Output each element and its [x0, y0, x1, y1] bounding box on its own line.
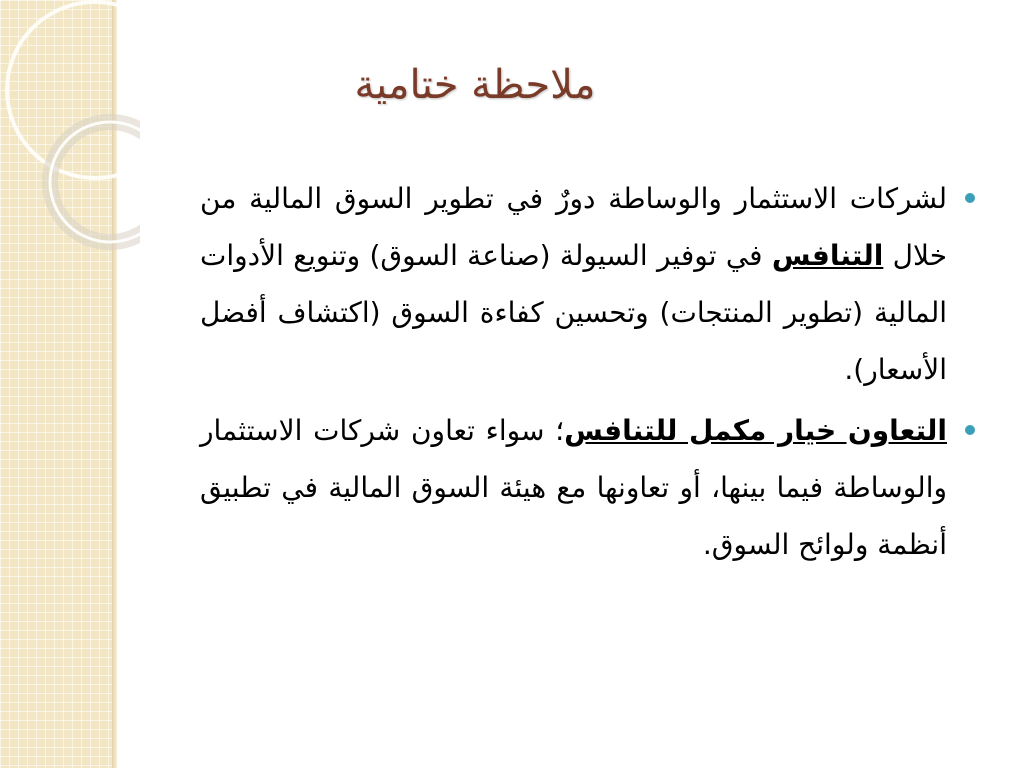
bullet-1-emphasis: التنافس [771, 239, 884, 272]
decorative-circles [0, 0, 140, 260]
decorative-circle-shadow [50, 122, 140, 242]
bullet-list [200, 170, 975, 577]
bullet-dot-icon [965, 193, 975, 203]
bullet-2-text: ؛ سواء تعاون شركات الاستثمار والوساطة فيما بينها، أو تعاونها مع هيئة السوق المالية في تطبيق أنظمة ولوائح السوق. [200, 414, 947, 561]
bullet-2-emphasis: التعاون خيار مكمل للتنافس [564, 414, 947, 447]
bullet-dot-icon [965, 425, 975, 435]
decorative-circle-large [7, 2, 140, 178]
bullet-item-1 [200, 170, 975, 398]
bullet-1-text-start: لشركات الاستثمار والوساطة دورٌ في تطوير السوق المالية من خلال [200, 182, 947, 272]
bullet-1-text-end: في توفير السيولة (صناعة السوق) وتنويع الأدوات المالية (تطوير المنتجات) وتحسين كفاءة السوق (اكتشاف أفضل الأسعار). [200, 239, 947, 386]
slide-title: ملاحظة ختامية [354, 62, 596, 108]
bullet-item-2 [200, 402, 975, 573]
